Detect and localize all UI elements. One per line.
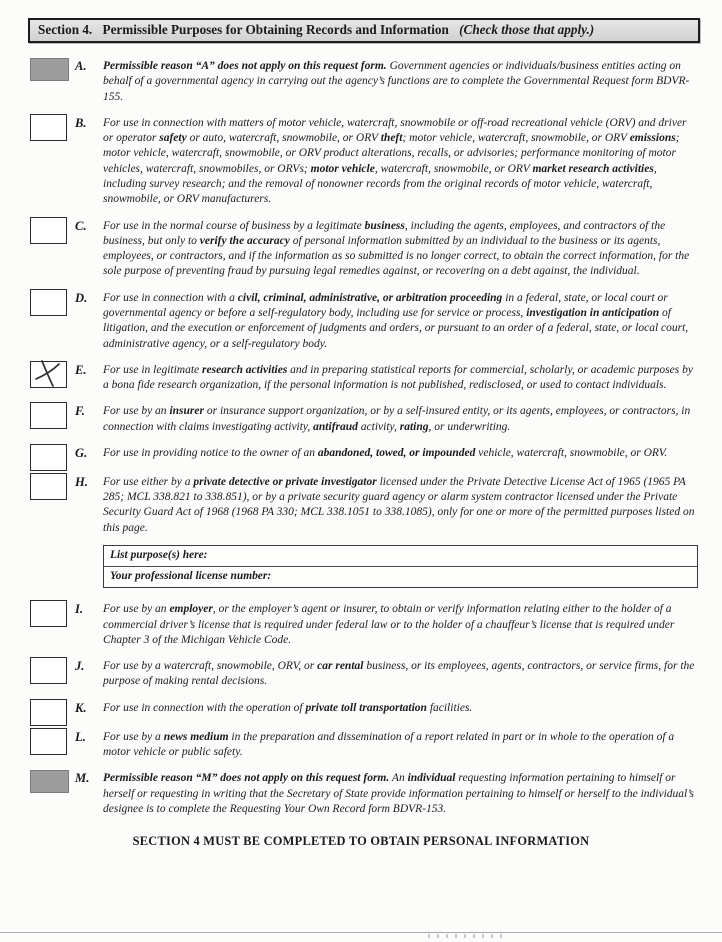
text-segment: investigation in anticipation — [526, 306, 660, 319]
text-segment: activity, — [357, 420, 400, 433]
text-segment: Government agencies or individuals/business entities acting on behalf of a governmental agency in carrying out the agency’s functions are to complete the Governmental Request form BDVR-155. — [103, 60, 690, 103]
purpose-item-e — [30, 361, 700, 394]
text-segment: For use in the normal course of business by a legitimate — [103, 219, 365, 232]
text-segment: ; motor vehicle, watercraft, snowmobile, or ORV — [402, 132, 630, 145]
purpose-letter: G. — [75, 445, 88, 460]
checkbox-h[interactable] — [30, 473, 67, 500]
checkbox-cell — [30, 217, 70, 244]
checkbox-cell — [30, 289, 70, 316]
text-segment: abandoned, towed, or impounded — [317, 446, 476, 459]
text-segment: For use in connection with matters of motor vehicle, watercraft, snowmobile or off-road recreational vehicle (ORV) and driver or operator — [103, 116, 687, 145]
text-segment: theft — [380, 132, 403, 145]
purpose-letter: F. — [75, 404, 85, 419]
license-fields-box — [103, 545, 698, 588]
text-segment: or insurance support organization, or by a self-insured entity, or its agents, employees, or contractors, in connection with claims investigating activity, — [103, 405, 691, 433]
text-segment: rating — [399, 420, 429, 433]
text-segment: , or underwriting. — [428, 420, 511, 433]
text-segment: For use either by a — [103, 475, 194, 488]
text-segment: For use by an — [103, 405, 170, 418]
checkbox-cell — [30, 699, 70, 726]
text-segment: market research activities — [532, 162, 654, 175]
text-segment: antifraud — [313, 420, 358, 433]
text-segment: civil, criminal, administrative, or arbitration proceeding — [237, 291, 503, 304]
text-segment: For use by a — [103, 730, 164, 743]
text-segment: car rental — [317, 660, 364, 673]
text-segment: facilities. — [426, 701, 473, 714]
section4-header-bar — [28, 18, 700, 43]
text-segment: safety — [159, 132, 187, 145]
purpose-text — [99, 402, 700, 435]
checkbox-l[interactable] — [30, 728, 67, 755]
purpose-item-h — [30, 473, 700, 591]
text-segment: emissions — [629, 132, 676, 145]
text-segment: of litigation, and the execution or enforcement of judgments and orders, or pursuant to an order of a federal, state, or local court, administrative agency, or a self-regulatory body. — [103, 306, 689, 350]
text-segment: , or the employer’s agent or insurer, to obtain or verify information relating either to the holder of a commercial driver’s license that is required under federal law or to the holder of a chauffeur’s license that is required under Chapter 3 of the Michigan Vehicle Code. — [103, 603, 675, 646]
purpose-text — [99, 289, 700, 352]
text-segment: For use in legitimate — [103, 363, 203, 376]
checkbox-e[interactable] — [30, 361, 67, 388]
checkbox-cell — [30, 114, 70, 141]
field-label: List purpose(s) here: — [110, 549, 208, 562]
purpose-letter: H. — [75, 474, 88, 489]
purpose-text — [99, 699, 700, 716]
purpose-item-a — [30, 57, 700, 105]
purpose-text — [99, 114, 700, 208]
not-applicable-box-m — [30, 770, 69, 793]
field-label: Your professional license number: — [110, 570, 272, 583]
text-segment: For use in providing notice to the owner of an — [103, 446, 318, 459]
text-segment: requesting information pertaining to himself or herself or requesting in writing that the Secretary of State provide information pertaining to himself or herself to the individual’s designee is to complete the Requesting Your Own Record form BDVR-153. — [103, 772, 695, 815]
purpose-letter: I. — [75, 602, 84, 617]
purpose-item-i — [30, 600, 700, 648]
purpose-item-j — [30, 657, 700, 690]
purpose-item-l — [30, 728, 700, 761]
purpose-text — [99, 444, 700, 461]
checkbox-d[interactable] — [30, 289, 67, 316]
purpose-letter: A. — [75, 59, 87, 73]
checkbox-cell — [30, 473, 70, 500]
scan-artifact-line — [0, 932, 722, 933]
purpose-item-b — [30, 114, 700, 208]
checkbox-j[interactable] — [30, 657, 67, 684]
purpose-text — [99, 57, 700, 105]
text-segment: Permissible reason “A” does not apply on this request form. — [103, 60, 387, 72]
purpose-item-f — [30, 402, 700, 435]
text-segment: Permissible reason “M” does not apply on this request form. — [103, 772, 390, 785]
text-segment: , including the agents, employees, and contractors of the business, but only to — [103, 219, 666, 247]
text-segment: motor vehicle — [310, 162, 375, 175]
text-segment: private toll transportation — [305, 701, 427, 714]
checkbox-cell — [30, 769, 70, 793]
purpose-text — [99, 473, 700, 591]
text-segment: ; motor vehicle, watercraft, snowmobile, or ORV product alterations, recalls, or advisories; performance monitoring of motor vehicles, watercraft, snowmobiles, or ORVs; — [103, 132, 680, 175]
text-segment: in a federal, state, or local court or governmental agency or before a self-regulatory body, including use for service or process, — [103, 291, 668, 319]
checkbox-cell — [30, 361, 70, 388]
text-segment: and in preparing statistical reports for commercial, scholarly, or academic purposes by a bona fide research organization, if the personal information is not published, redisclosed, or used to contact individuals. — [103, 363, 693, 392]
purpose-letter: L. — [75, 729, 86, 744]
section-instruction: (Check those that apply.) — [459, 22, 595, 37]
text-segment: For use by an — [103, 603, 170, 616]
purpose-text — [99, 657, 700, 690]
text-segment: news medium — [163, 730, 229, 743]
purpose-text — [99, 600, 700, 648]
text-segment: of personal information submitted by an individual to the business or its agents, employees, or contractors, and if the information as so submitted is no longer correct, to obtain the correct information, for the sole purpose of preventing fraud by pursuing legal remedies against, or recovering on a debt against, the individual. — [103, 234, 690, 278]
text-segment: research activities — [202, 363, 288, 376]
text-segment: verify the accuracy — [199, 234, 290, 247]
purpose-letter: J. — [75, 659, 85, 674]
footer-note: SECTION 4 MUST BE COMPLETED TO OBTAIN PERSONAL INFORMATION — [132, 834, 590, 849]
purpose-letter: K. — [75, 700, 87, 715]
checkbox-cell — [30, 600, 70, 627]
text-segment: insurer — [169, 405, 204, 418]
text-segment: For use by a watercraft, snowmobile, ORV, or — [103, 660, 318, 673]
purpose-item-list — [30, 57, 700, 817]
purpose-text — [99, 728, 700, 761]
checkbox-cell — [30, 444, 70, 471]
text-segment: employer — [169, 603, 213, 616]
text-segment: vehicle, watercraft, snowmobile, or ORV. — [475, 446, 668, 459]
checkbox-cell — [30, 728, 70, 755]
purpose-letter: E. — [75, 362, 87, 377]
purpose-letter: B. — [75, 115, 87, 130]
checkbox-f[interactable] — [30, 402, 67, 429]
checkbox-b[interactable] — [30, 114, 67, 141]
text-segment: , watercraft, snowmobile, or ORV — [374, 162, 533, 175]
text-segment: , including survey research; and the removal of nonowner records from the original records of motor vehicle, watercraft, snowmobile, or ORV manufacturers. — [103, 162, 657, 206]
purpose-letter: M. — [75, 771, 90, 786]
text-segment: individual — [407, 772, 456, 785]
checkbox-k[interactable] — [30, 699, 67, 726]
text-segment: business, or its employees, agents, contractors, or service firms, for the purpose of making rental decisions. — [103, 660, 695, 688]
purpose-text — [99, 217, 700, 280]
section-title: Permissible Purposes for Obtaining Records and Information — [102, 22, 449, 37]
purpose-item-k — [30, 699, 700, 726]
text-segment: or auto, watercraft, snowmobile, or ORV — [186, 132, 381, 145]
text-segment: business — [364, 219, 405, 232]
scan-artifact-marks — [428, 934, 506, 938]
text-segment: licensed under the Private Detective License Act of 1965 (1965 PA 285; MCL 338.821 to 338.851), or by a private security guard agency or alarm system contractor licensed under the Private Security Guard Act of 1968 (1968 PA 330; MCL 338.1051 to 338.1085), only for one or more of the permitted purposes listed on this page. — [103, 475, 695, 534]
checkbox-cell — [30, 657, 70, 684]
purpose-item-d — [30, 289, 700, 352]
text-segment: For use in connection with the operation of — [103, 701, 306, 714]
x-mark-icon — [32, 358, 68, 392]
text-segment: An — [389, 772, 408, 785]
checkbox-i[interactable] — [30, 600, 67, 627]
fill-in-field-row[interactable] — [104, 546, 697, 566]
not-applicable-box-a — [30, 58, 69, 81]
fill-in-field-row[interactable] — [104, 566, 697, 587]
checkbox-cell — [30, 57, 70, 81]
checkbox-c[interactable] — [30, 217, 67, 244]
checkbox-cell — [30, 402, 70, 429]
purpose-letter: D. — [75, 290, 88, 305]
purpose-text — [99, 769, 700, 817]
section-number-label: Section 4. — [38, 22, 93, 37]
purpose-text — [99, 361, 700, 394]
purpose-letter: C. — [75, 218, 87, 233]
checkbox-g[interactable] — [30, 444, 67, 471]
text-segment: private detective or private investigator — [193, 475, 377, 488]
purpose-item-m — [30, 769, 700, 817]
purpose-item-g — [30, 444, 700, 471]
text-segment: in the preparation and dissemination of a report related in part or in whole to the operation of a motor vehicle or public safety. — [103, 730, 675, 759]
purpose-item-c — [30, 217, 700, 280]
text-segment: For use in connection with a — [103, 291, 238, 304]
